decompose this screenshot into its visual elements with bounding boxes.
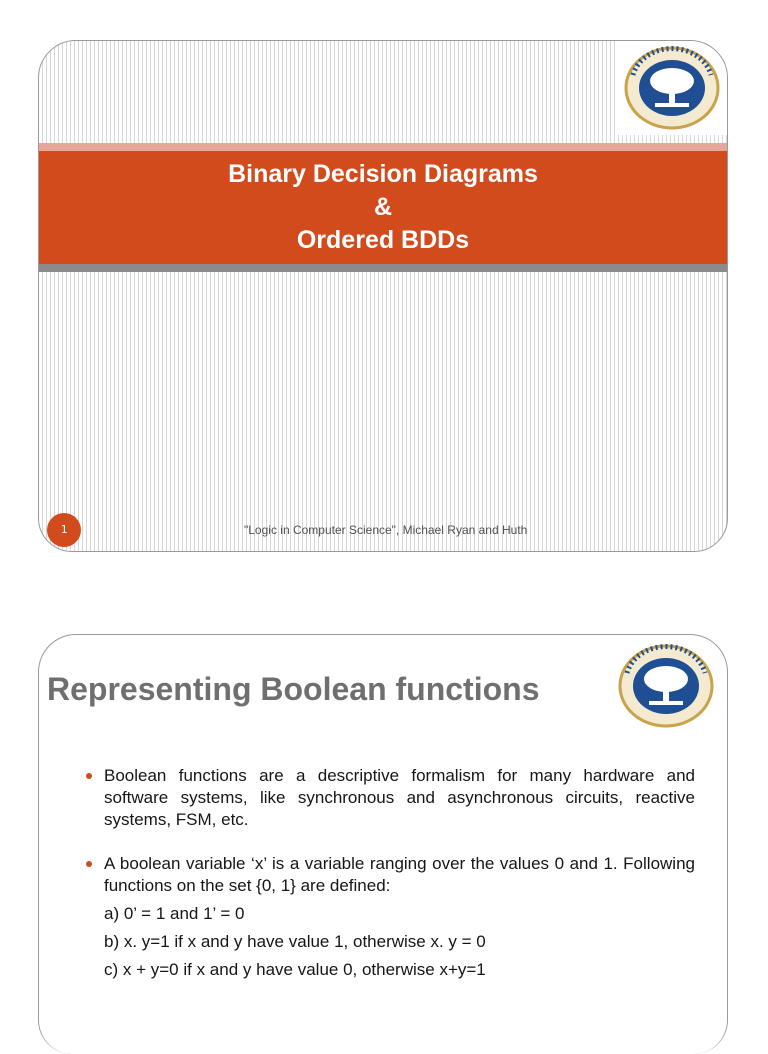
- slide-footer: "Logic in Computer Science", Michael Ryan and Huth: [244, 523, 528, 537]
- title-line: Ordered BDDs: [296, 226, 470, 254]
- sub-item: a) 0’ = 1 and 1’ = 0: [104, 904, 245, 923]
- slide-1: [38, 40, 728, 552]
- sub-item: b) x. y=1 if x and y have value 1, otherwise x. y = 0: [104, 932, 486, 951]
- band-top-stripe: [39, 143, 727, 151]
- slide-2: [38, 634, 728, 1054]
- bullet-text: A boolean variable ‘x’ is a variable ranging over the values 0 and 1. Following functions on the set {0, 1} are defined:: [104, 854, 695, 895]
- bullet-item: [83, 853, 695, 981]
- bullet-text: Boolean functions are a descriptive formalism for many hardware and software systems, like synchronous and asynchronous circuits, reactive systems, FSM, etc.: [104, 766, 695, 829]
- page-number-badge: 1: [47, 513, 81, 547]
- srm-university-logo: [617, 643, 715, 729]
- bullet-dot-icon: [86, 773, 92, 779]
- srm-university-logo: [623, 45, 721, 131]
- bullet-item: [83, 765, 695, 831]
- university-logo-box: [611, 639, 721, 733]
- title-line: &: [373, 193, 393, 221]
- title-line: Binary Decision Diagrams: [228, 160, 538, 188]
- slide-title: [39, 151, 727, 264]
- bullet-dot-icon: [86, 861, 92, 867]
- bullet-list: [83, 765, 695, 981]
- band-bottom-stripe: [39, 264, 727, 272]
- slide-title: Representing Boolean functions: [47, 671, 540, 707]
- university-logo-box: [617, 41, 727, 135]
- title-band: [39, 143, 727, 272]
- sub-item: c) x + y=0 if x and y have value 0, otherwise x+y=1: [104, 960, 486, 979]
